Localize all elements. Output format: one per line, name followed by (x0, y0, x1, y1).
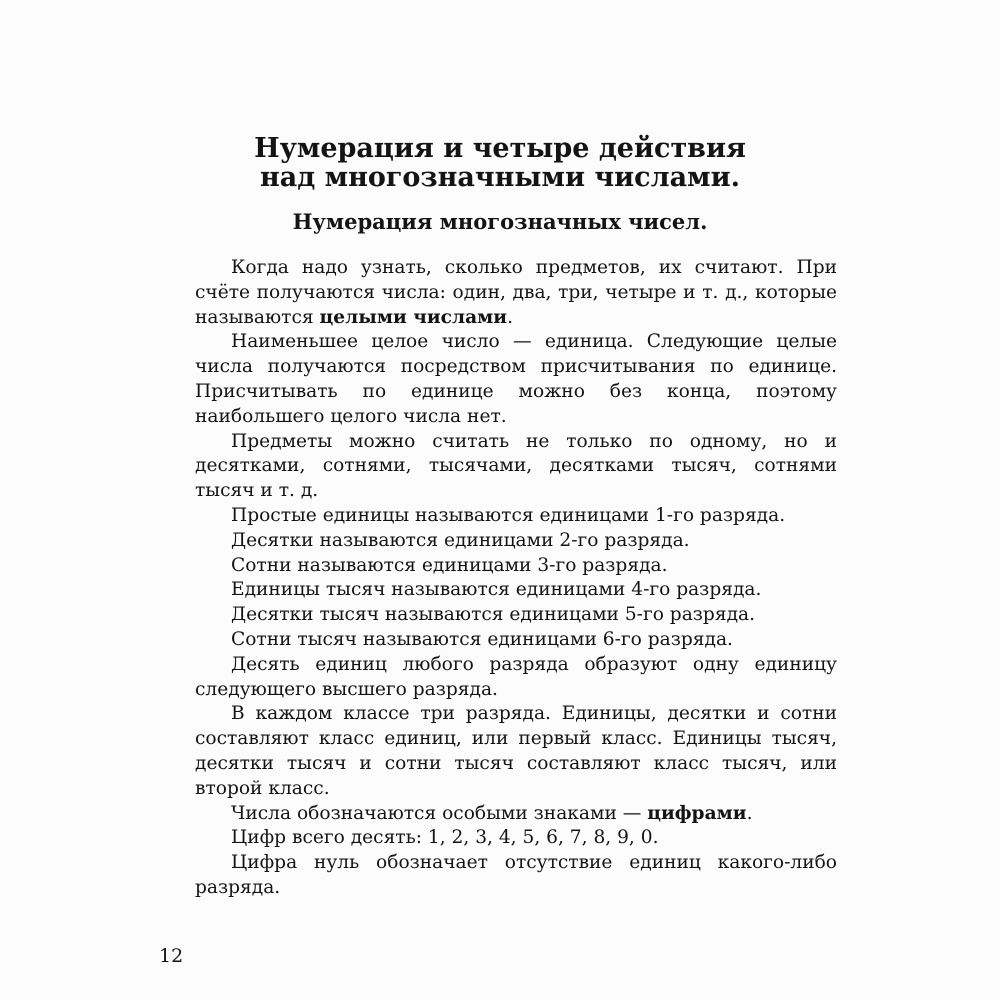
paragraph-counting-groups: Предметы можно считать не только по одному, но и десятками, сотнями, тысячами, десятками тысяч, сотнями тысяч и т. д. (195, 430, 837, 502)
paragraph-counting (195, 256, 837, 330)
paragraph-text: . (746, 802, 753, 824)
paragraph-classes: В каждом классе три разряда. Единицы, десятки и сотни составляют класс единиц, или первый класс. Единицы тысяч, десятки тысяч и сотни тысяч составляют класс тысяч, или второй класс. (195, 703, 837, 799)
paragraph-rank-1: Простые единицы называются единицами 1-го разряда. (231, 504, 786, 526)
paragraph-rank-5: Десятки тысяч называются единицами 5-го разряда. (231, 604, 756, 626)
body-text (195, 256, 837, 901)
paragraph-smallest-number: Наименьшее целое число — единица. Следующие целые числа получаются посредством присчитывания по единице. Присчитывать по единице можно без конца, поэтому наибольшего целого числа нет. (195, 331, 837, 427)
paragraph-digits-list: Цифр всего десять: 1, 2, 3, 4, 5, 6, 7, 8, 9, 0. (231, 827, 659, 849)
paragraph-rank-3: Сотни называются единицами 3-го разряда. (231, 554, 668, 576)
paragraph-text: . (507, 306, 513, 328)
page-number: 12 (159, 945, 184, 967)
paragraph-digits-definition (195, 802, 837, 827)
paragraph-rank-6: Сотни тысяч называются единицами 6-го разряда. (231, 628, 733, 650)
paragraph-zero: Цифра нуль обозначает отсутствие единиц какого-либо разряда. (195, 852, 837, 898)
paragraph-ten-units: Десять единиц любого разряда образуют одну единицу следующего высшего разряда. (195, 653, 837, 700)
page-title-line-2: над многозначными числами. (259, 162, 741, 193)
paragraph-text: Числа обозначаются особыми знаками — (231, 802, 648, 824)
section-subtitle: Нумерация многозначных чисел. (292, 209, 708, 234)
term-whole-numbers: целыми числами (319, 306, 508, 328)
term-digits: цифрами (647, 802, 747, 824)
page-title-line-1: Нумерация и четыре действия (254, 133, 746, 164)
paragraph-rank-2: Десятки называются единицами 2-го разряда. (231, 529, 690, 551)
paragraph-text: Когда надо узнать, сколько предметов, их считают. При счёте получаются числа: один, два, три, четыре и т. д., которые называются (195, 257, 837, 328)
paragraph-rank-4: Единицы тысяч называются единицами 4-го разряда. (231, 579, 762, 601)
